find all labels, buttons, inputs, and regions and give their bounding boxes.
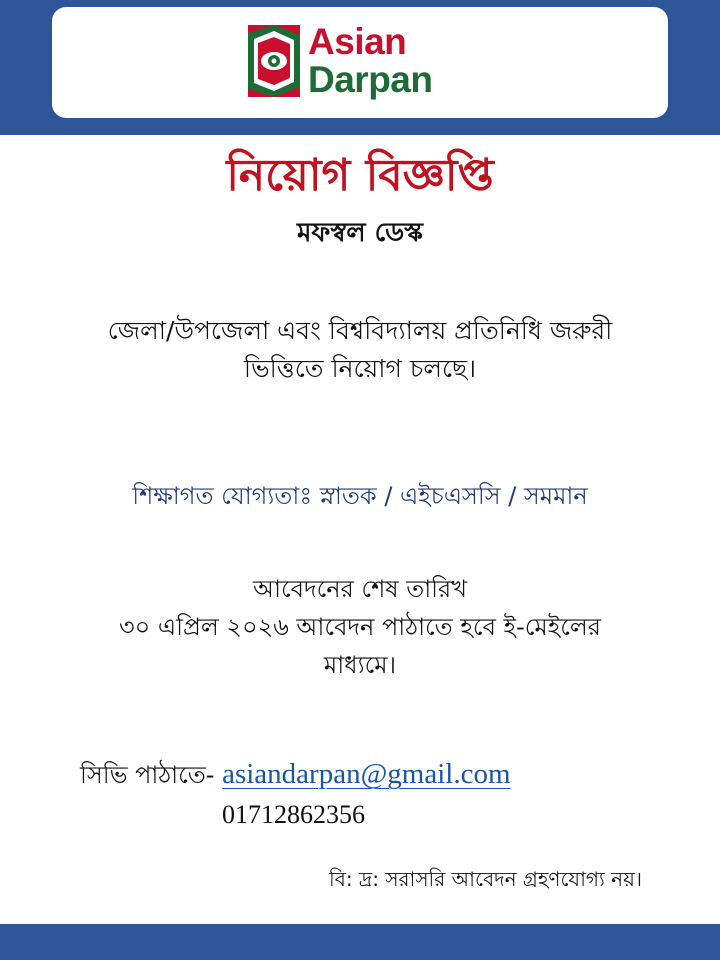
notice-title: নিয়োগ বিজ্ঞপ্তি <box>226 150 494 201</box>
brand-line2: Darpan <box>308 59 433 100</box>
footnote: বি: দ্র: সরাসরি আবেদন গ্রহণযোগ্য নয়। <box>328 867 642 891</box>
qualification-line: শিক্ষাগত যোগ্যতাঃ স্নাতক / এইচএসসি / সমমান <box>132 482 588 510</box>
notice-body: জেলা/উপজেলা এবং বিশ্ববিদ্যালয় প্রতিনিধি জরুরী ভিত্তিতে নিয়োগ চলছে। <box>107 316 613 383</box>
cv-row <box>80 754 511 795</box>
email-link[interactable]: asiandarpan@gmail.com <box>222 758 511 790</box>
cv-label: সিভি পাঠাতে- <box>80 761 215 789</box>
brand-wordmark <box>308 23 432 99</box>
deadline-text: ৩০ এপ্রিল ২০২৬ আবেদন পাঠাতে হবে ই-মেইলের মাধ্যমে। <box>119 613 601 679</box>
logo-card <box>52 7 668 118</box>
footer-band <box>0 924 720 960</box>
deadline-label: আবেদনের শেষ তারিখ <box>253 575 467 603</box>
desk-name: মফস্বল ডেস্ক <box>296 218 424 248</box>
phone-number: 01712862356 <box>222 800 365 829</box>
brand-line1: Asian <box>308 21 407 62</box>
eye-in-hexagon-logo-icon <box>248 25 300 97</box>
